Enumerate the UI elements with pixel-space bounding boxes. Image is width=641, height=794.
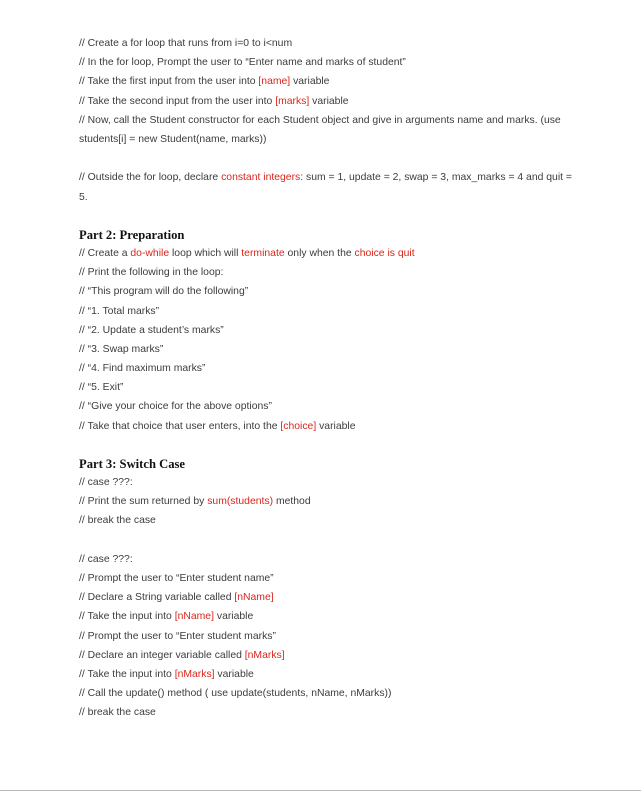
comment-line: [79, 359, 579, 378]
line-text: // Print the following in the loop:: [79, 267, 224, 279]
comment-line: [79, 550, 579, 569]
section-gap: [79, 436, 579, 455]
page-bottom-rule: [0, 790, 641, 791]
comment-line: [79, 417, 579, 436]
line-text: variable: [316, 420, 356, 432]
comment-line: [79, 244, 579, 263]
comment-line: [79, 607, 579, 626]
line-text: // Create a: [79, 247, 131, 259]
part3-heading: Part 3: Switch Case: [79, 457, 185, 471]
line-text: // Prompt the user to “Enter student name”: [79, 572, 274, 584]
line-text: // In the for loop, Prompt the user to “Enter name and marks of student”: [79, 57, 406, 69]
comment-line: [79, 378, 579, 397]
comment-line: [79, 168, 579, 206]
section-for-loop: [79, 34, 579, 207]
comment-line: [79, 111, 579, 149]
line-text: // Take the input into: [79, 611, 175, 623]
line-text: // Take that choice that user enters, into the: [79, 420, 281, 432]
highlighted-term: [nName]: [234, 592, 274, 604]
comment-line: [79, 340, 579, 359]
comment-line: [79, 321, 579, 340]
highlighted-term: [name]: [258, 76, 291, 88]
document-page: [79, 34, 579, 722]
line-text: // Take the second input from the user into: [79, 95, 276, 107]
highlighted-term: [marks]: [275, 95, 310, 107]
highlighted-term: terminate: [241, 247, 285, 259]
comment-line: [79, 53, 579, 72]
line-text: variable: [309, 95, 349, 107]
highlighted-term: [nMarks]: [244, 649, 285, 661]
highlighted-term: [nMarks]: [174, 668, 215, 680]
line-text: only when the: [284, 247, 355, 259]
comment-line: [79, 397, 579, 416]
highlighted-term: choice is quit: [354, 247, 415, 259]
highlighted-term: constant integers: [221, 172, 301, 184]
comment-line: [79, 34, 579, 53]
line-text: // “3. Swap marks”: [79, 343, 164, 355]
comment-line: [79, 588, 579, 607]
section-gap: [79, 207, 579, 226]
highlighted-term: do-while: [130, 247, 170, 259]
part2-heading: Part 2: Preparation: [79, 227, 185, 242]
line-text: // break the case: [79, 707, 156, 719]
section-preparation: [79, 244, 579, 436]
line-text: // break the case: [79, 515, 156, 527]
line-text: // “2. Update a student’s marks”: [79, 324, 224, 336]
comment-line: [79, 665, 579, 684]
line-text: // “This program will do the following”: [79, 286, 249, 298]
line-text: // Print the sum returned by: [79, 496, 208, 508]
line-text: // Call the update() method ( use update(students, nName, nMarks)): [79, 688, 392, 700]
comment-line: [79, 569, 579, 588]
blank-line: [79, 149, 579, 168]
comment-line: [79, 646, 579, 665]
line-text: variable: [290, 76, 330, 88]
comment-line: [79, 492, 579, 511]
line-text: // Now, call the Student constructor for each Student object and give in arguments name and marks. (use students[i] = new Student(name, marks)): [79, 114, 561, 145]
comment-line: [79, 302, 579, 321]
line-text: // Prompt the user to “Enter student marks”: [79, 630, 276, 642]
line-text: variable: [214, 668, 254, 680]
comment-line: [79, 72, 579, 91]
comment-line: [79, 282, 579, 301]
comment-line: [79, 684, 579, 703]
line-text: // “Give your choice for the above options”: [79, 401, 272, 413]
highlighted-term: [choice]: [280, 420, 317, 432]
line-text: method: [273, 496, 311, 508]
comment-line: [79, 627, 579, 646]
line-text: loop which will: [169, 247, 242, 259]
highlighted-term: [nName]: [174, 611, 214, 623]
line-text: // “5. Exit”: [79, 382, 124, 394]
comment-line: [79, 263, 579, 282]
comment-line: [79, 473, 579, 492]
blank-line: [79, 531, 579, 550]
line-text: // Outside the for loop, declare: [79, 172, 222, 184]
comment-line: [79, 511, 579, 530]
line-text: // Declare a String variable called: [79, 592, 235, 604]
line-text: // Create a for loop that runs from i=0 to i<num: [79, 38, 293, 49]
line-text: // “1. Total marks”: [79, 305, 160, 317]
highlighted-term: sum(students): [207, 496, 274, 508]
comment-line: [79, 703, 579, 722]
line-text: // Take the input into: [79, 668, 175, 680]
line-text: // case ???:: [79, 553, 133, 565]
comment-line: [79, 92, 579, 111]
line-text: // “4. Find maximum marks”: [79, 363, 206, 375]
line-text: // Declare an integer variable called: [79, 649, 245, 661]
line-text: variable: [213, 611, 254, 623]
line-text: : sum = 1, update = 2, swap = 3, max_marks = 4 and quit = 5.: [79, 172, 572, 203]
line-text: // Take the first input from the user into: [79, 76, 259, 88]
line-text: // case ???:: [79, 477, 133, 488]
section-switch-case: [79, 473, 579, 722]
